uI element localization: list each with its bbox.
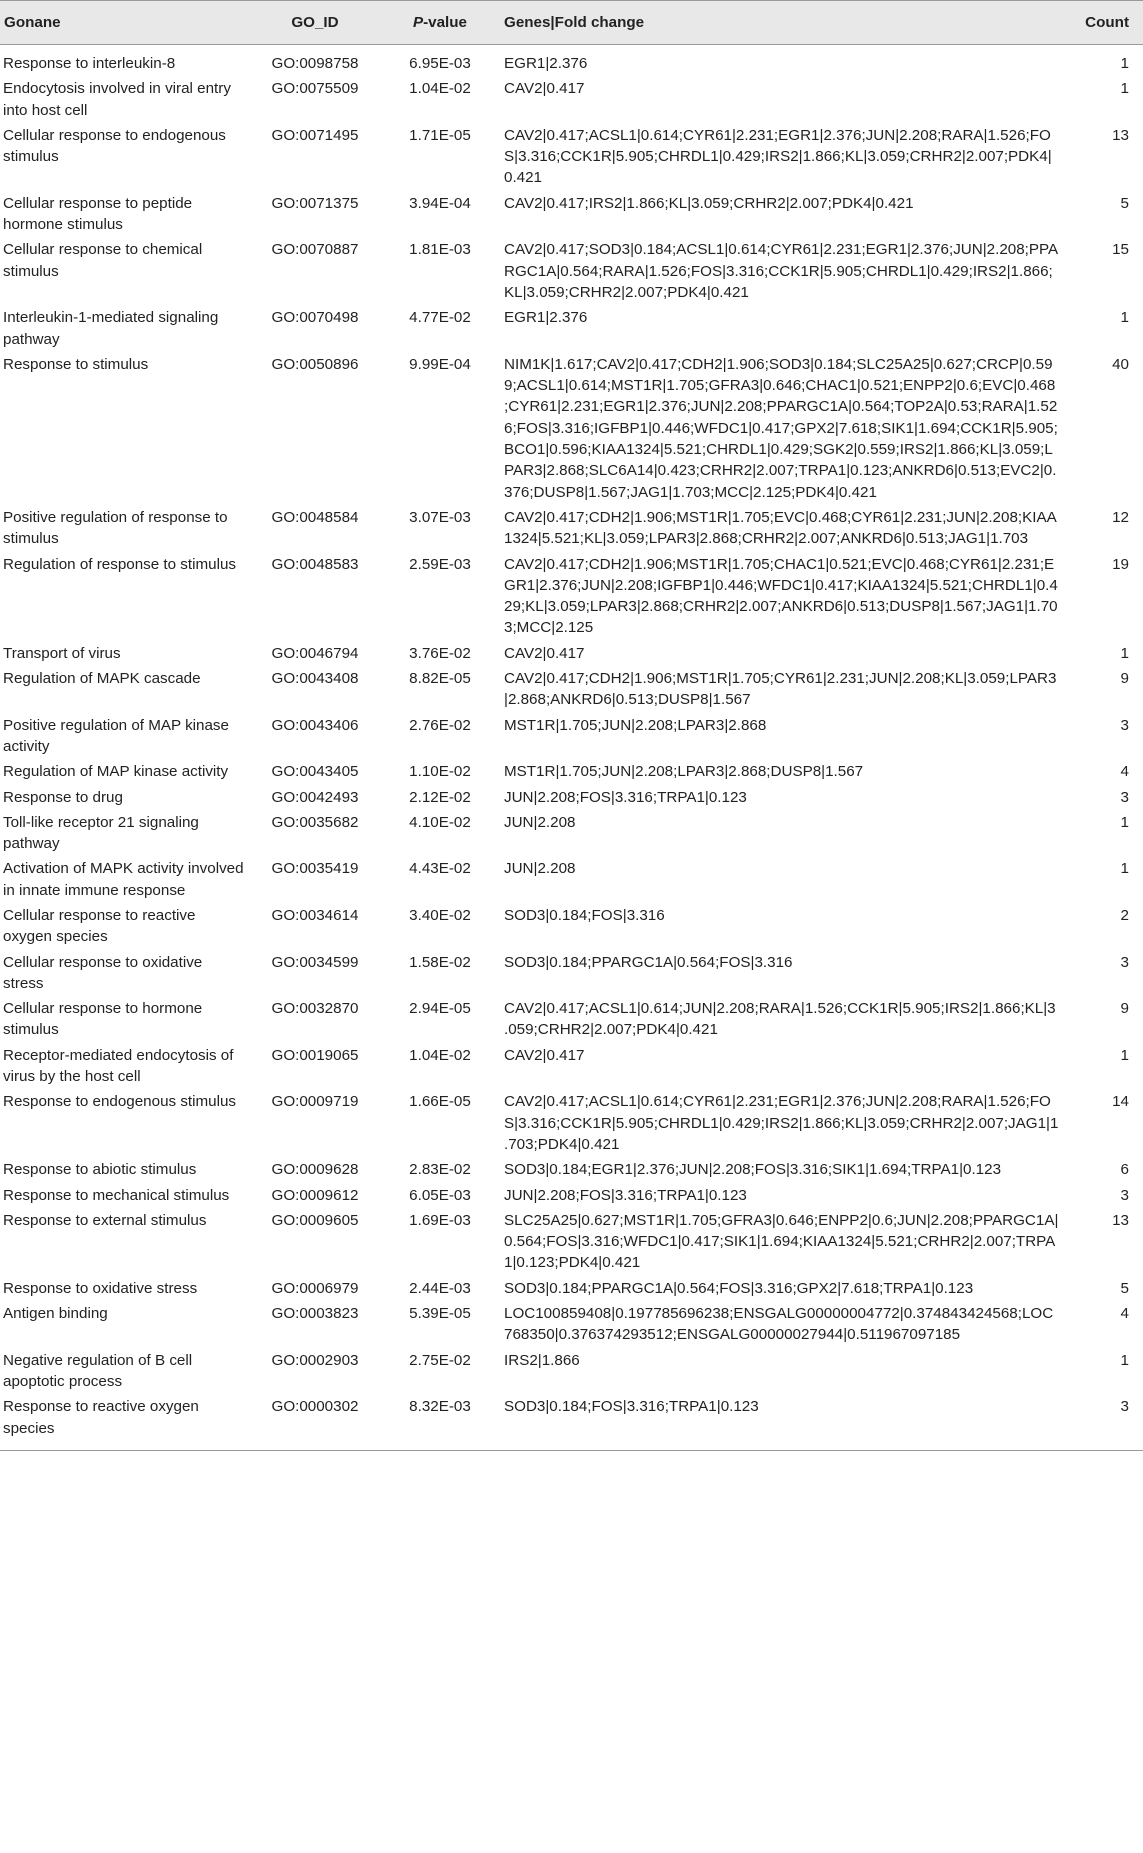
p-value: 3.07E-03 <box>409 508 471 526</box>
go-term-name: Cellular response to oxidative stress <box>3 953 203 992</box>
p-value: 1.04E-02 <box>409 1046 471 1064</box>
go-term-name: Activation of MAPK activity involved in innate immune response <box>3 860 244 899</box>
table-row <box>0 236 1143 304</box>
genes-fold-change: SOD3|0.184;PPARGC1A|0.564;FOS|3.316;GPX2|7.618;TRPA1|0.123 <box>504 1279 974 1297</box>
header-gonane: Gonane <box>0 1 250 45</box>
p-value: 1.58E-02 <box>409 953 471 971</box>
go-id: GO:0009605 <box>271 1211 359 1229</box>
go-term-name: Response to endogenous stimulus <box>3 1093 237 1111</box>
table-header <box>0 1 1143 45</box>
go-id: GO:0035682 <box>271 813 359 831</box>
go-id: GO:0050896 <box>271 355 359 373</box>
p-value: 4.43E-02 <box>409 860 471 878</box>
genes-fold-change: CAV2|0.417 <box>504 80 585 98</box>
table-row <box>0 640 1143 665</box>
gene-count: 3 <box>1120 953 1129 971</box>
go-term-name: Cellular response to peptide hormone stimulus <box>3 194 193 234</box>
go-term-name: Regulation of MAP kinase activity <box>3 763 229 781</box>
go-id: GO:0032870 <box>271 1000 359 1018</box>
table-row <box>0 1156 1143 1181</box>
table-row <box>0 75 1143 122</box>
p-value: 1.71E-05 <box>409 126 471 144</box>
go-term-name: Positive regulation of response to stimulus <box>3 508 228 548</box>
gene-count: 1 <box>1120 309 1129 327</box>
gene-count: 1 <box>1120 80 1129 98</box>
genes-fold-change: SOD3|0.184;FOS|3.316 <box>504 906 665 924</box>
header-row <box>0 1 1143 45</box>
table-row <box>0 122 1143 190</box>
table-row <box>0 190 1143 237</box>
p-value: 1.69E-03 <box>409 1211 471 1229</box>
go-id: GO:0048583 <box>271 555 359 573</box>
genes-fold-change: CAV2|0.417;IRS2|1.866;KL|3.059;CRHR2|2.007;PDK4|0.421 <box>504 194 914 212</box>
genes-fold-change: JUN|2.208;FOS|3.316;TRPA1|0.123 <box>504 1186 747 1204</box>
go-term-name: Interleukin-1-mediated signaling pathway <box>3 309 219 348</box>
table-row <box>0 45 1143 76</box>
p-value: 2.59E-03 <box>409 555 471 573</box>
go-id: GO:0071375 <box>271 194 359 212</box>
gene-count: 4 <box>1120 763 1129 781</box>
go-term-name: Response to interleukin-8 <box>3 55 176 72</box>
genes-fold-change: CAV2|0.417;CDH2|1.906;MST1R|1.705;CHAC1|0.521;EVC|0.468;CYR61|2.231;EGR1|2.376;JUN|2.208;IGFBP1|0.446;WFDC1|0.417;KIAA1324|5.521;CHRDL1|0.429;KL|3.059;LPAR3|2.868;CRHR2|2.007;ANKRD6|0.513;DUSP8|1.567;JAG1|1.703;MCC|2.125 <box>504 555 1058 637</box>
p-value: 4.77E-02 <box>409 309 471 327</box>
go-id: GO:0000302 <box>250 1393 380 1450</box>
gene-count: 1 <box>1120 1351 1129 1369</box>
p-value: 3.94E-04 <box>409 194 471 212</box>
genes-fold-change: CAV2|0.417;ACSL1|0.614;JUN|2.208;RARA|1.526;CCK1R|5.905;IRS2|1.866;KL|3.059;CRHR2|2.007;PDK4|0.421 <box>504 1000 1056 1039</box>
table-row <box>0 949 1143 996</box>
go-term-name: Response to reactive oxygen species <box>0 1393 250 1450</box>
p-value: 2.44E-03 <box>409 1279 471 1297</box>
table-row <box>0 1207 1143 1275</box>
go-term-name: Regulation of response to stimulus <box>3 555 237 573</box>
gene-count: 5 <box>1120 1279 1129 1297</box>
go-id: GO:0098758 <box>271 55 359 72</box>
go-term-name: Regulation of MAPK cascade <box>3 670 201 688</box>
table-row <box>0 758 1143 783</box>
table-row <box>0 1088 1143 1156</box>
table-row <box>0 551 1143 640</box>
gene-count: 12 <box>1112 508 1129 526</box>
genes-fold-change: SOD3|0.184;EGR1|2.376;JUN|2.208;FOS|3.316;SIK1|1.694;TRPA1|0.123 <box>504 1161 1002 1179</box>
p-value: 8.32E-03 <box>380 1393 500 1450</box>
genes-fold-change: SLC25A25|0.627;MST1R|1.705;GFRA3|0.646;ENPP2|0.6;JUN|2.208;PPARGC1A|0.564;FOS|3.316;WFDC1|0.417;SIK1|1.694;KIAA1324|5.521;CRHR2|2.007;TRPA1|0.123;PDK4|0.421 <box>504 1211 1059 1272</box>
genes-fold-change: CAV2|0.417;SOD3|0.184;ACSL1|0.614;CYR61|2.231;EGR1|2.376;JUN|2.208;PPARGC1A|0.564;RARA|1.526;FOS|3.316;CCK1R|5.905;CHRDL1|0.429;IRS2|1.866;KL|3.059;CRHR2|2.007;PDK4|0.421 <box>504 241 1059 301</box>
p-value: 6.05E-03 <box>409 1186 471 1204</box>
p-value: 8.82E-05 <box>409 670 471 688</box>
header-count: Count <box>1063 1 1143 45</box>
go-id: GO:0043405 <box>271 763 359 781</box>
gene-count: 13 <box>1112 1211 1129 1229</box>
genes-fold-change: JUN|2.208 <box>504 813 576 831</box>
go-term-name: Cellular response to reactive oxygen species <box>3 906 196 946</box>
go-term-name: Cellular response to endogenous stimulus <box>3 126 226 166</box>
gene-count: 3 <box>1120 788 1129 806</box>
gene-count: 15 <box>1112 241 1129 259</box>
p-value: 9.99E-04 <box>409 355 471 373</box>
genes-fold-change: EGR1|2.376 <box>504 309 588 327</box>
go-id: GO:0009719 <box>271 1093 359 1111</box>
gene-count: 40 <box>1112 355 1129 373</box>
go-term-name: Cellular response to hormone stimulus <box>3 1000 203 1039</box>
go-term-name: Antigen binding <box>3 1305 108 1323</box>
p-value: 2.12E-02 <box>409 788 471 806</box>
gene-count: 1 <box>1120 860 1129 878</box>
genes-fold-change: EGR1|2.376 <box>504 55 588 72</box>
p-value: 3.76E-02 <box>409 644 471 662</box>
gene-count: 3 <box>1120 716 1129 734</box>
genes-fold-change: IRS2|1.866 <box>504 1351 580 1369</box>
go-term-name: Negative regulation of B cell apoptotic process <box>3 1351 193 1390</box>
p-value: 2.94E-05 <box>409 1000 471 1018</box>
gene-count: 3 <box>1120 1186 1129 1204</box>
table-row <box>0 855 1143 902</box>
go-id: GO:0034599 <box>271 953 359 971</box>
genes-fold-change: CAV2|0.417;CDH2|1.906;MST1R|1.705;CYR61|2.231;JUN|2.208;KL|3.059;LPAR3|2.868;ANKRD6|0.513;DUSP8|1.567 <box>504 670 1057 709</box>
table-row <box>0 1393 1143 1450</box>
go-term-name: Response to mechanical stimulus <box>3 1186 230 1204</box>
go-id: GO:0048584 <box>271 508 359 526</box>
genes-fold-change: NIM1K|1.617;CAV2|0.417;CDH2|1.906;SOD3|0.184;SLC25A25|0.627;CRCP|0.599;ACSL1|0.614;MST1R|1.705;GFRA3|0.646;CHAC1|0.521;ENPP2|0.6;EVC|0.468;CYR61|2.231;EGR1|2.376;JUN|2.208;PPARGC1A|0.564;TOP2A|0.53;RARA|1.526;FOS|3.316;IGFBP1|0.446;WFDC1|0.417;GPX2|7.618;SIK1|1.694;CCK1R|5.905;BCO1|0.596;KIAA1324|5.521;CHRDL1|0.429;SGK2|0.559;IRS2|1.866;KL|3.059;LPAR3|2.868;SLC6A14|0.423;CRHR2|2.007;TRPA1|0.123;ANKRD6|0.513;EVC2|0.376;DUSP8|1.567;JAG1|1.703;MCC|2.125;PDK4|0.421 <box>504 355 1058 501</box>
gene-count: 19 <box>1112 555 1129 573</box>
genes-fold-change: CAV2|0.417;ACSL1|0.614;CYR61|2.231;EGR1|2.376;JUN|2.208;RARA|1.526;FOS|3.316;CCK1R|5.905;CHRDL1|0.429;IRS2|1.866;KL|3.059;CRHR2|2.007;JAG1|1.703;PDK4|0.421 <box>504 1093 1059 1153</box>
table-row <box>0 1182 1143 1207</box>
genes-fold-change: SOD3|0.184;FOS|3.316;TRPA1|0.123 <box>500 1393 1063 1450</box>
go-id: GO:0071495 <box>271 126 359 144</box>
gene-count: 9 <box>1120 1000 1129 1018</box>
header-go-id: GO_ID <box>250 1 380 45</box>
table-row <box>0 1042 1143 1089</box>
table-row <box>0 995 1143 1042</box>
genes-fold-change: LOC100859408|0.197785696238;ENSGALG00000004772|0.374843424568;LOC768350|0.376374293512;ENSGALG00000027944|0.511967097185 <box>504 1305 1054 1344</box>
go-term-name: Response to abiotic stimulus <box>3 1161 197 1179</box>
table-row <box>0 1300 1143 1347</box>
genes-fold-change: MST1R|1.705;JUN|2.208;LPAR3|2.868;DUSP8|1.567 <box>504 763 864 781</box>
gene-count: 1 <box>1120 813 1129 831</box>
go-term-name: Receptor-mediated endocytosis of virus by the host cell <box>3 1046 234 1086</box>
p-value: 1.04E-02 <box>409 80 471 98</box>
genes-fold-change: CAV2|0.417 <box>504 1046 585 1064</box>
go-id: GO:0070887 <box>271 241 359 259</box>
table-row <box>0 784 1143 809</box>
gene-count: 13 <box>1112 126 1129 144</box>
go-term-name: Response to oxidative stress <box>3 1279 198 1297</box>
gene-count: 9 <box>1120 670 1129 688</box>
go-term-name: Response to drug <box>3 788 123 806</box>
go-term-name: Response to stimulus <box>3 355 149 373</box>
go-term-name: Positive regulation of MAP kinase activity <box>3 716 229 755</box>
p-value: 1.81E-03 <box>409 241 471 259</box>
table-row <box>0 665 1143 712</box>
go-id: GO:0035419 <box>271 860 359 878</box>
genes-fold-change: CAV2|0.417 <box>504 644 585 662</box>
table-row <box>0 304 1143 351</box>
go-id: GO:0043406 <box>271 716 359 734</box>
p-value: 2.76E-02 <box>409 716 471 734</box>
go-id: GO:0006979 <box>271 1279 359 1297</box>
genes-fold-change: CAV2|0.417;CDH2|1.906;MST1R|1.705;EVC|0.468;CYR61|2.231;JUN|2.208;KIAA1324|5.521;KL|3.059;LPAR3|2.868;CRHR2|2.007;ANKRD6|0.513;JAG1|1.703 <box>504 508 1057 548</box>
go-id: GO:0009628 <box>271 1161 359 1179</box>
go-id: GO:0003823 <box>271 1305 359 1323</box>
p-value: 2.75E-02 <box>409 1351 471 1369</box>
gene-count: 1 <box>1120 644 1129 662</box>
go-id: GO:0046794 <box>271 644 359 662</box>
go-id: GO:0043408 <box>271 670 359 688</box>
genes-fold-change: CAV2|0.417;ACSL1|0.614;CYR61|2.231;EGR1|2.376;JUN|2.208;RARA|1.526;FOS|3.316;CCK1R|5.905;CHRDL1|0.429;IRS2|1.866;KL|3.059;CRHR2|2.007;PDK4|0.421 <box>504 126 1052 187</box>
go-term-name: Toll-like receptor 21 signaling pathway <box>3 813 199 853</box>
table-row <box>0 712 1143 759</box>
p-value: 5.39E-05 <box>409 1305 471 1323</box>
table-row <box>0 1275 1143 1300</box>
table-body <box>0 45 1143 1451</box>
go-id: GO:0075509 <box>271 80 359 98</box>
go-id: GO:0042493 <box>271 788 359 806</box>
table-row <box>0 809 1143 856</box>
p-value: 6.95E-03 <box>409 55 471 72</box>
gene-count: 6 <box>1120 1161 1129 1179</box>
table-row <box>0 1347 1143 1394</box>
p-value: 2.83E-02 <box>409 1161 471 1179</box>
go-term-name: Cellular response to chemical stimulus <box>3 241 203 280</box>
header-genes-fold-change: Genes|Fold change <box>500 1 1063 45</box>
go-term-name: Transport of virus <box>3 644 121 662</box>
go-id: GO:0019065 <box>271 1046 359 1064</box>
gene-count: 3 <box>1063 1393 1143 1450</box>
genes-fold-change: SOD3|0.184;PPARGC1A|0.564;FOS|3.316 <box>504 953 793 971</box>
go-id: GO:0070498 <box>271 309 359 327</box>
gene-count: 4 <box>1120 1305 1129 1323</box>
genes-fold-change: JUN|2.208;FOS|3.316;TRPA1|0.123 <box>504 788 747 806</box>
header-p-value <box>380 1 500 45</box>
go-term-name: Endocytosis involved in viral entry into host cell <box>3 80 231 119</box>
go-term-name: Response to external stimulus <box>3 1211 207 1229</box>
genes-fold-change: JUN|2.208 <box>504 860 576 878</box>
gene-count: 1 <box>1120 1046 1129 1064</box>
gene-count: 14 <box>1112 1093 1129 1111</box>
table-row <box>0 902 1143 949</box>
go-id: GO:0009612 <box>271 1186 359 1204</box>
header-p-suffix: -value <box>423 13 468 31</box>
go-id: GO:0034614 <box>271 906 359 924</box>
header-p-letter: P <box>412 13 424 31</box>
p-value: 1.10E-02 <box>409 763 471 781</box>
gene-count: 1 <box>1120 55 1129 72</box>
gene-count: 5 <box>1120 194 1129 212</box>
gene-count: 2 <box>1120 906 1129 924</box>
go-id: GO:0002903 <box>271 1351 359 1369</box>
p-value: 3.40E-02 <box>409 906 471 924</box>
p-value: 1.66E-05 <box>409 1093 471 1111</box>
table-row <box>0 504 1143 551</box>
table-row <box>0 351 1143 504</box>
p-value: 4.10E-02 <box>409 813 471 831</box>
genes-fold-change: MST1R|1.705;JUN|2.208;LPAR3|2.868 <box>504 716 767 734</box>
